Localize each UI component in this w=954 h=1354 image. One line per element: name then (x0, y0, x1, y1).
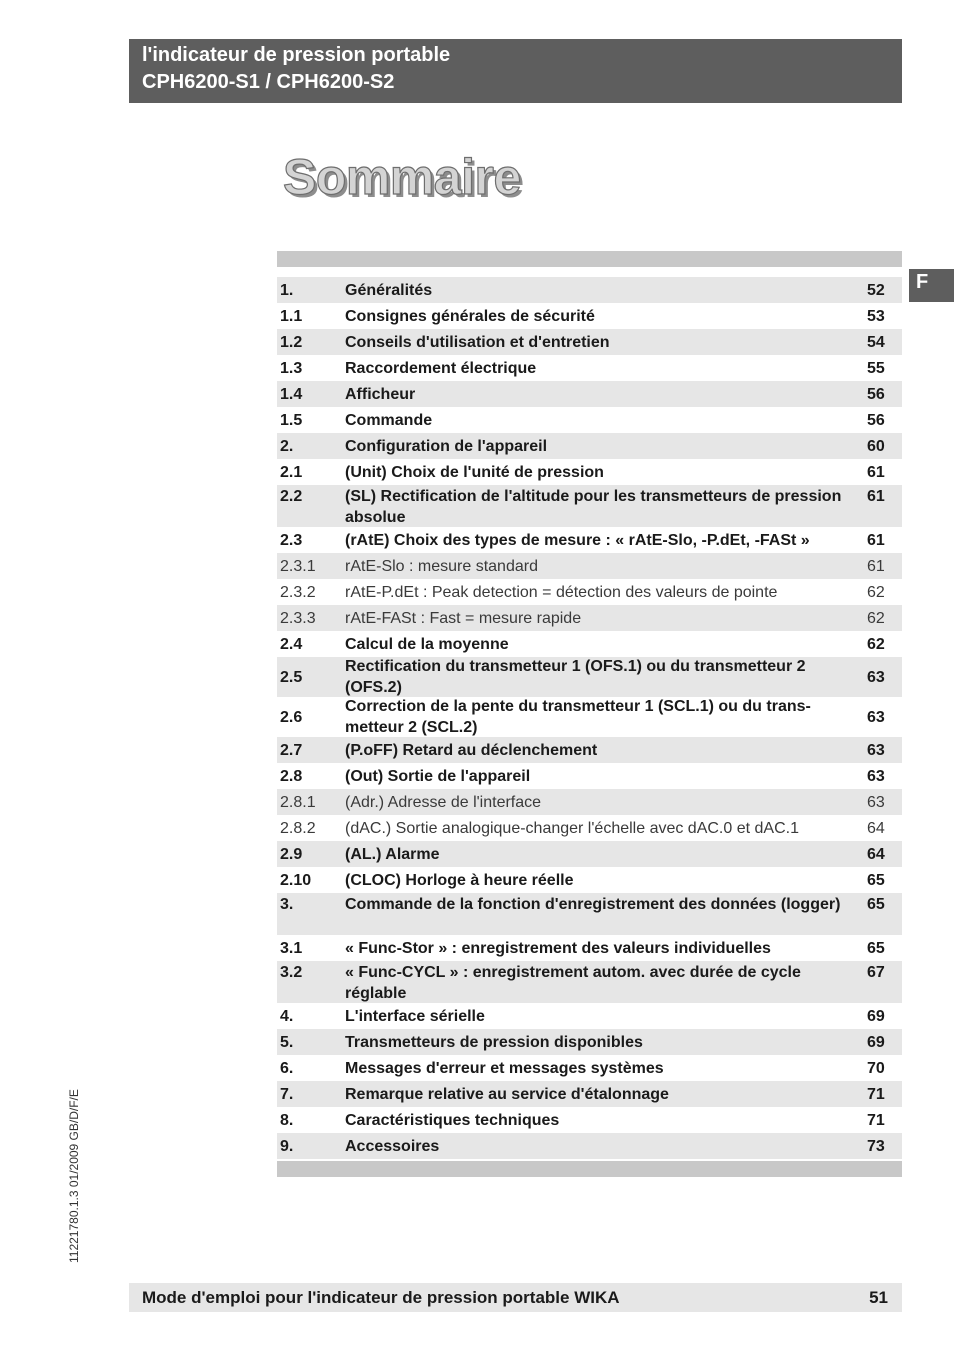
toc-page-number: 53 (867, 307, 885, 325)
toc-page-number: 70 (867, 1059, 885, 1077)
toc-page-number: 65 (867, 896, 885, 913)
toc-number: 2.1 (280, 463, 303, 481)
toc-entry-title: Caractéristiques techniques (345, 1111, 560, 1129)
toc-row (277, 789, 902, 815)
header-title-line1: l'indicateur de pression portable (142, 44, 451, 66)
toc-row (277, 303, 902, 329)
toc-entry-title: (CLOC) Horloge à heure réelle (345, 871, 574, 889)
toc-number: 7. (280, 1085, 294, 1103)
toc-page-number: 65 (867, 871, 885, 889)
document-code: 11221780.1.3 01/2009 GB/D/F/E (67, 1089, 81, 1263)
toc-entry-title: (Adr.) Adresse de l'interface (345, 793, 542, 811)
toc-number: 9. (280, 1137, 294, 1155)
toc-entry-title: Raccordement électrique (345, 359, 537, 377)
header-title-line2: CPH6200-S1 / CPH6200-S2 (142, 71, 395, 93)
toc-number: 2.3.2 (280, 583, 316, 601)
toc-entry-title: Messages d'erreur et messages systèmes (345, 1059, 664, 1077)
toc-number: 2.3 (280, 531, 303, 549)
toc-entry-title: Consignes générales de sécurité (345, 307, 595, 325)
toc-row (277, 459, 902, 485)
toc-row (277, 1055, 902, 1081)
toc-number: 2.8.2 (280, 819, 316, 837)
toc-number: 3.2 (280, 964, 303, 981)
toc-entry-title: « Func-Stor » : enregistrement des valeurs individuelles (345, 939, 771, 957)
toc-number: 1.5 (280, 411, 303, 429)
toc-number: 2.2 (280, 488, 303, 505)
toc-row (277, 1107, 902, 1133)
toc-page-number: 63 (867, 793, 885, 811)
toc-entry-title: Afficheur (345, 385, 416, 403)
toc-number: 6. (280, 1059, 294, 1077)
toc-number: 2. (280, 437, 294, 455)
toc-number: 2.3.1 (280, 557, 316, 575)
toc-number: 1.1 (280, 307, 303, 325)
toc-row (277, 1003, 902, 1029)
toc-entry-title: rAtE-P.dEt : Peak detection = détection des valeurs de pointe (345, 583, 778, 601)
toc-entry-title: Calcul de la moyenne (345, 635, 509, 653)
toc-row (277, 893, 902, 935)
document-header (129, 39, 902, 103)
toc-page-number: 61 (867, 488, 885, 505)
toc-row (277, 697, 902, 737)
toc-entry-title: Transmetteurs de pression disponibles (345, 1033, 643, 1051)
toc-row (277, 737, 902, 763)
toc-page-number: 55 (867, 359, 885, 377)
toc-row (277, 381, 902, 407)
toc-entry-title: Conseils d'utilisation et d'entretien (345, 333, 610, 351)
toc-page-number: 56 (867, 411, 885, 429)
toc-page-number: 69 (867, 1033, 885, 1051)
toc-number: 1.3 (280, 359, 303, 377)
page-number: 51 (869, 1287, 888, 1307)
toc-row (277, 433, 902, 459)
toc-entry-title: (Unit) Choix de l'unité de pression (345, 463, 604, 481)
language-tab: F (909, 269, 954, 302)
toc-page-number: 71 (867, 1085, 885, 1103)
toc-row (277, 553, 902, 579)
toc-number: 1.4 (280, 385, 303, 403)
toc-row (277, 961, 902, 1003)
toc-page-number: 61 (867, 463, 885, 481)
toc-page-number: 56 (867, 385, 885, 403)
toc-row (277, 579, 902, 605)
toc-number: 8. (280, 1111, 294, 1129)
toc-entry-title: Correction de la pente du transmetteur 1 (SCL.1) ou du trans- metteur 2 (SCL.2) (345, 698, 811, 736)
toc-row (277, 657, 902, 697)
footer-text: Mode d'emploi pour l'indicateur de pression portable WIKA (142, 1287, 620, 1307)
toc-number: 4. (280, 1007, 294, 1025)
toc-page-number: 65 (867, 939, 885, 957)
toc-entry-title: (rAtE) Choix des types de mesure : « rAtE-Slo, -P.dEt, -FASt » (345, 531, 810, 549)
toc-page-number: 52 (867, 281, 885, 299)
toc-row (277, 841, 902, 867)
toc-number: 2.3.3 (280, 609, 316, 627)
toc-row (277, 485, 902, 527)
toc-row (277, 631, 902, 657)
toc-row (277, 867, 902, 893)
toc-entry-title: (Out) Sortie de l'appareil (345, 767, 531, 785)
toc-entry-title: Commande (345, 411, 433, 429)
toc-page-number: 62 (867, 609, 885, 627)
toc-number: 2.7 (280, 741, 303, 759)
toc-number: 3.1 (280, 939, 303, 957)
toc-page-number: 67 (867, 964, 885, 981)
toc-entry-title: (dAC.) Sortie analogique-changer l'échelle avec dAC.0 et dAC.1 (345, 819, 799, 837)
toc-row (277, 763, 902, 789)
toc-entry-title: Configuration de l'appareil (345, 437, 548, 455)
toc-page-number: 63 (867, 767, 885, 785)
toc-top-bar (277, 251, 902, 267)
toc-entry-title: L'interface sérielle (345, 1007, 485, 1025)
toc-entry-title: Rectification du transmetteur 1 (OFS.1) ou du transmetteur 2 (OFS.2) (345, 658, 806, 696)
toc-entry-title: (P.oFF) Retard au déclenchement (345, 741, 598, 759)
toc-page-number: 73 (867, 1137, 885, 1155)
toc-entry-title: Accessoires (345, 1137, 440, 1155)
toc-page-number: 61 (867, 531, 885, 549)
toc-entry-title: Généralités (345, 281, 433, 299)
document-footer (129, 1283, 902, 1312)
toc-row (277, 355, 902, 381)
toc-entry-title: « Func-CYCL » : enregistrement autom. avec durée de cycle réglable (345, 964, 801, 1002)
toc-bottom-bar (277, 1161, 902, 1177)
toc-page-number: 62 (867, 635, 885, 653)
toc-page-number: 64 (867, 845, 885, 863)
toc-page-number: 69 (867, 1007, 885, 1025)
toc-row (277, 527, 902, 553)
toc-row (277, 935, 902, 961)
toc-entry-title: (AL.) Alarme (345, 845, 440, 863)
toc-row (277, 277, 902, 303)
toc-entry-title: Commande de la fonction d'enregistrement des données (logger) (345, 896, 841, 913)
toc-row (277, 1133, 902, 1159)
toc-entry-title: rAtE-FASt : Fast = mesure rapide (345, 609, 582, 627)
toc-number: 2.8.1 (280, 793, 316, 811)
toc-entry-title: Remarque relative au service d'étalonnage (345, 1085, 669, 1103)
toc-page-number: 63 (867, 668, 885, 686)
table-of-contents (277, 277, 902, 1159)
toc-page-number: 63 (867, 741, 885, 759)
toc-row (277, 1081, 902, 1107)
page-title: Sommaire (283, 149, 521, 205)
toc-number: 1. (280, 281, 294, 299)
toc-row (277, 605, 902, 631)
toc-number: 5. (280, 1033, 294, 1051)
toc-number: 2.6 (280, 708, 303, 726)
toc-page-number: 61 (867, 557, 885, 575)
toc-page-number: 54 (867, 333, 885, 351)
toc-row (277, 1029, 902, 1055)
toc-page-number: 64 (867, 819, 885, 837)
toc-page-number: 62 (867, 583, 885, 601)
toc-entry-title: (SL) Rectification de l'altitude pour les transmetteurs de pression absolue (345, 488, 842, 526)
toc-row (277, 407, 902, 433)
toc-row (277, 329, 902, 355)
toc-page-number: 60 (867, 437, 885, 455)
toc-number: 2.10 (280, 871, 312, 889)
toc-number: 2.5 (280, 668, 303, 686)
toc-number: 2.4 (280, 635, 303, 653)
toc-page-number: 71 (867, 1111, 885, 1129)
toc-number: 1.2 (280, 333, 303, 351)
toc-number: 2.9 (280, 845, 303, 863)
toc-number: 3. (280, 896, 294, 913)
toc-entry-title: rAtE-Slo : mesure standard (345, 557, 538, 575)
toc-page-number: 63 (867, 708, 885, 726)
toc-number: 2.8 (280, 767, 303, 785)
toc-row (277, 815, 902, 841)
